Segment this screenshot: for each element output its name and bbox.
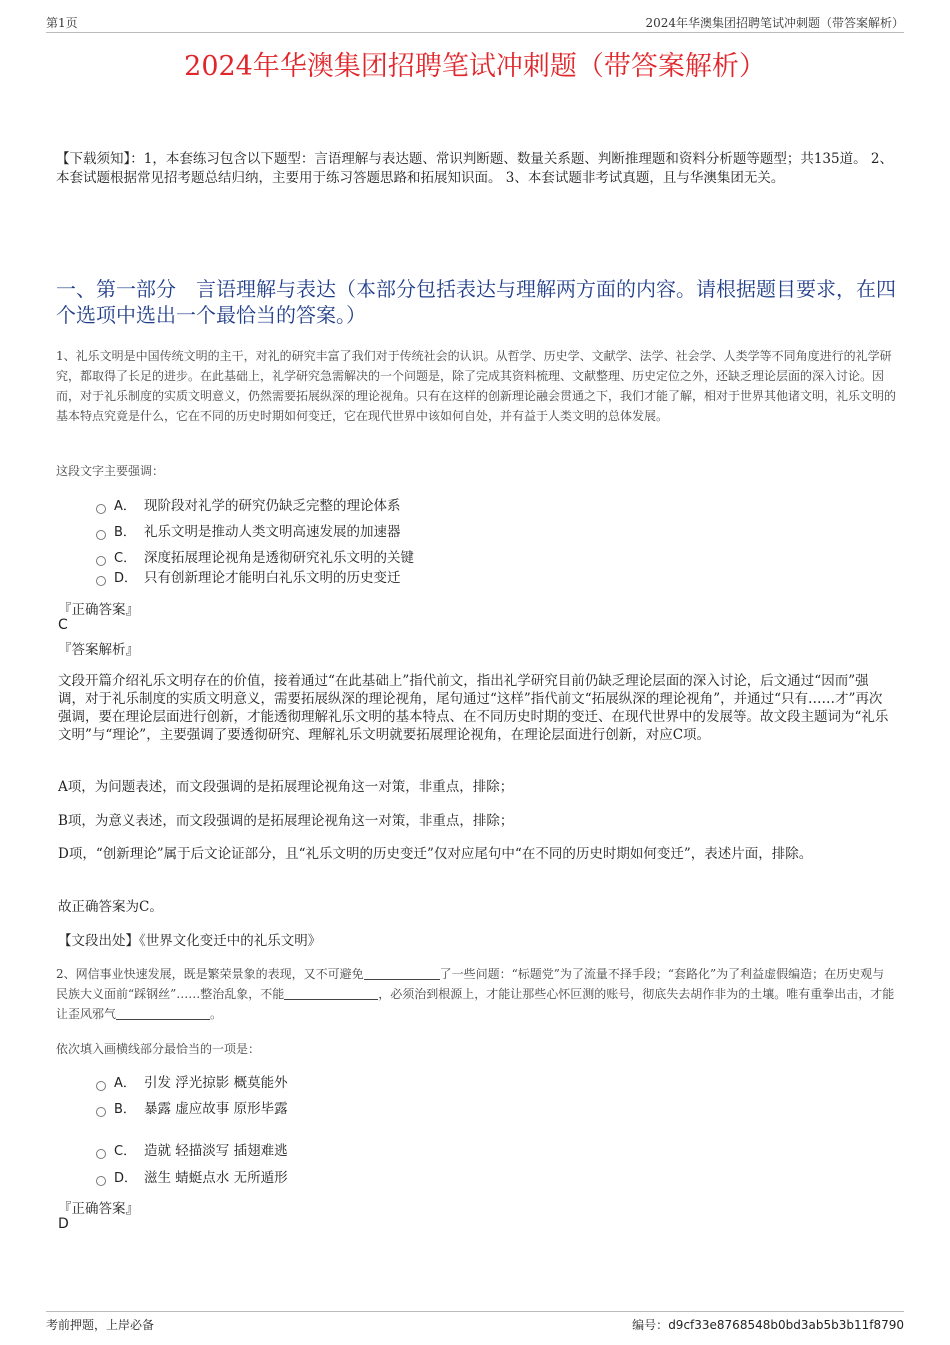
radio-icon[interactable] xyxy=(96,556,106,566)
q1-explain-d: D项，“创新理论”属于后文论证部分，且“礼乐文明的历史变迁”仅对应尾句中“在不同的历史时期如何变迁”，表述片面，排除。 xyxy=(58,846,813,862)
q1-answer-label: 『正确答案』 xyxy=(58,602,139,618)
radio-icon[interactable] xyxy=(96,530,106,540)
radio-icon[interactable] xyxy=(96,1081,106,1091)
fill-blank-3[interactable] xyxy=(116,1007,210,1020)
footer-code: 编号：d9cf33e8768548b0bd3ab5b3b11f8790 xyxy=(632,1318,904,1332)
q1-answer: C xyxy=(58,617,68,633)
q2-option-b[interactable]: B． 暴露 虚应故事 原形毕露 xyxy=(96,1099,288,1119)
question-1-text: 1、礼乐文明是中国传统文明的主干，对礼的研究丰富了我们对于传统社会的认识。从哲学、历史学、文献学、法学、社会学、人类学等不同角度进行的礼学研究，都取得了长足的进步。在此基础上，礼学研究急需解决的一个问题是，除了完成其资料梳理、文献整理、历史定位之外，还缺乏理论层面的深入讨论。因而，对于礼乐制度的实质文明意义，仍然需要拓展纵深的理论视角。只有在这样的创新理论融会贯通之下，我们才能了解，相对于世界其他诸文明，礼乐文明的基本特点究竟是什么，它在不同的历史时期如何变迁，它在现代世界中该如何自处，并有益于人类文明的总体发展。 xyxy=(56,349,897,423)
q1-analysis: 文段开篇介绍礼乐文明存在的价值，接着通过“在此基础上”指代前文，指出礼学研究目前仍缺乏理论层面的深入讨论，后文通过“因而”强调，对于礼乐制度的实质文明意义，需要拓展纵深的理论视角，尾句通过“这样”指代前文“拓展纵深的理论视角”，并通过“只有……才”再次强调，要在理论层面进行创新，才能透彻理解礼乐文明的基本特点、在不同历史时期的变迁、在现代世界中的发展等。故文段主题词为“礼乐文明”与“理论”，主要强调了要透彻研究、理解礼乐文明就要拓展理论视角，在理论层面进行创新，对应C项。 xyxy=(58,673,889,743)
page-header xyxy=(46,14,904,33)
q1-analysis-label: 『答案解析』 xyxy=(58,642,139,658)
radio-icon[interactable] xyxy=(96,1107,106,1117)
page-title: 2024年华澳集团招聘笔试冲刺题（带答案解析） xyxy=(184,51,766,82)
q1-explain-a: A项，为问题表述，而文段强调的是拓展理论视角这一对策，非重点，排除； xyxy=(58,779,514,795)
radio-icon[interactable] xyxy=(96,1149,106,1159)
question-2-prompt: 依次填入画横线部分最恰当的一项是： xyxy=(56,1042,261,1056)
footer-slogan: 考前押题，上岸必备 xyxy=(46,1318,155,1332)
q1-conclusion: 故正确答案为C。 xyxy=(58,899,163,915)
q1-option-a[interactable]: A． 现阶段对礼学的研究仍缺乏完整的理论体系 xyxy=(96,496,401,516)
q1-option-b[interactable]: B． 礼乐文明是推动人类文明高速发展的加速器 xyxy=(96,522,401,542)
download-notice: 【下载须知】：1，本套练习包含以下题型：言语理解与表达题、常识判断题、数量关系题、判断推理题和资料分析题等题型；共135道。 2、本套试题根据常见招考题总结归纳，主要用于练习答题思路和拓展知识面。 3、本套试题非考试真题，且与华澳集团无关。 xyxy=(56,151,893,186)
radio-icon[interactable] xyxy=(96,504,106,514)
q1-option-c[interactable]: C． 深度拓展理论视角是透彻研究礼乐文明的关键 xyxy=(96,548,414,568)
header-doc-title: 2024年华澳集团招聘笔试冲刺题（带答案解析） xyxy=(645,16,904,30)
q2-option-d[interactable]: D． 滋生 蜻蜓点水 无所遁形 xyxy=(96,1168,288,1188)
q2-option-a[interactable]: A． 引发 浮光掠影 概莫能外 xyxy=(96,1073,288,1093)
question-1-prompt: 这段文字主要强调： xyxy=(56,464,165,478)
q2-option-c[interactable]: C． 造就 轻描淡写 插翅难逃 xyxy=(96,1141,288,1161)
fill-blank-1[interactable] xyxy=(364,967,440,980)
radio-icon[interactable] xyxy=(96,1176,106,1186)
page-footer xyxy=(46,1311,904,1334)
section-heading: 一、第一部分 言语理解与表达（本部分包括表达与理解两方面的内容。请根据题目要求，在四个选项中选出一个最恰当的答案。） xyxy=(56,277,896,327)
q1-option-d[interactable]: D． 只有创新理论才能明白礼乐文明的历史变迁 xyxy=(96,568,401,588)
question-2-text: 2、网信事业快速发展，既是繁荣景象的表现，又不可避免 了一些问题：“标题党”为了流量不择手段；“套路化”为了利益虚假编造；在历史观与民族大义面前“踩钢丝”……整治乱象，不能 ，必须治到根源上，才能让那些心怀叵测的账号，彻底失去胡作非为的土壤。唯有重拳出击，才能让歪风邪气 。 xyxy=(56,967,895,1021)
radio-icon[interactable] xyxy=(96,576,106,586)
q2-answer-label: 『正确答案』 xyxy=(58,1201,139,1217)
page-number: 第1页 xyxy=(46,16,78,30)
q1-explain-b: B项，为意义表述，而文段强调的是拓展理论视角这一对策，非重点，排除； xyxy=(58,813,514,829)
q1-source: 【文段出处】《世界文化变迁中的礼乐文明》 xyxy=(58,933,322,949)
fill-blank-2[interactable] xyxy=(284,987,378,1000)
q2-answer: D xyxy=(58,1216,69,1232)
